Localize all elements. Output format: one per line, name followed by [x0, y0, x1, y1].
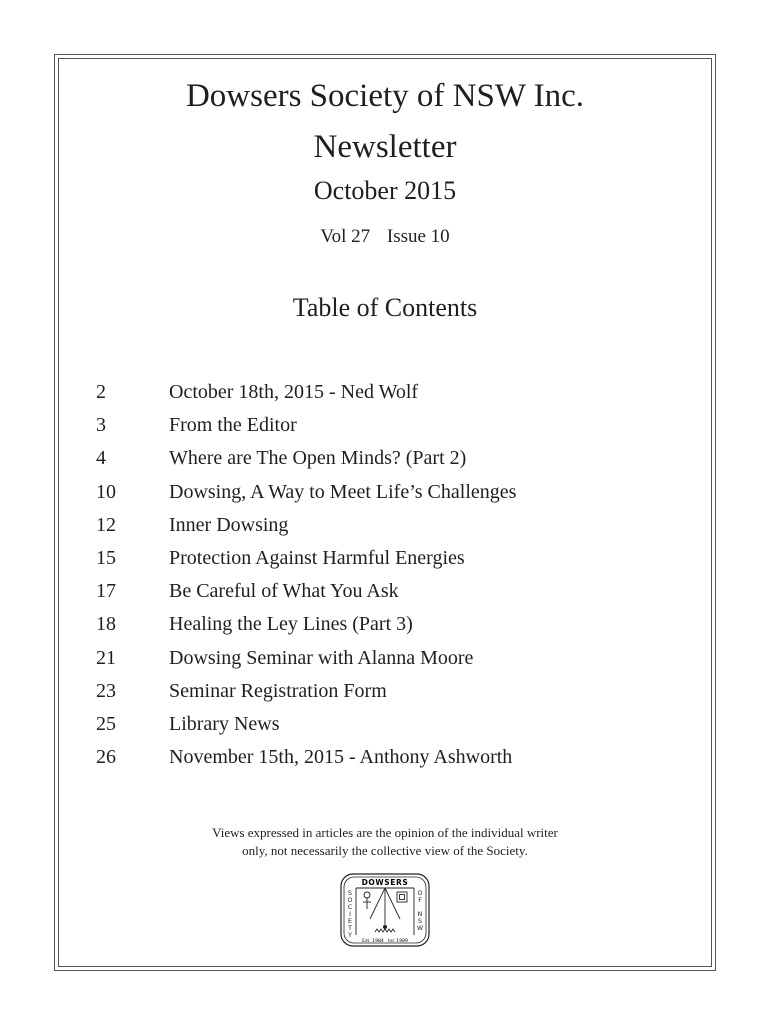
logo-left-letter: T: [348, 925, 352, 932]
newsletter-title: Dowsers Society of NSW Inc.: [185, 78, 585, 114]
toc-page-number: 12: [96, 513, 116, 536]
toc-entry-title: Library News: [169, 712, 280, 735]
toc-page-number: 17: [96, 580, 116, 603]
toc-page-number: 15: [96, 547, 116, 570]
toc-entry-title: November 15th, 2015 - Anthony Ashworth: [169, 746, 513, 769]
toc-entry-title: Protection Against Harmful Energies: [169, 547, 465, 570]
toc-entry-title: Healing the Ley Lines (Part 3): [169, 613, 413, 636]
toc-row: [96, 376, 656, 409]
toc-row: [96, 741, 656, 774]
logo-left-letter: O: [347, 897, 353, 904]
toc-entry-title: October 18th, 2015 - Ned Wolf: [169, 381, 419, 404]
toc-page-number: 25: [96, 712, 116, 735]
issue-date: October 2015: [313, 176, 457, 205]
toc-page-number: 23: [96, 679, 116, 702]
logo-right-letter: F: [418, 897, 422, 904]
disclaimer-line-2: only, not necessarily the collective view of the Society.: [242, 843, 528, 858]
newsletter-subtitle: Newsletter: [313, 129, 457, 165]
toc-page-number: 4: [96, 447, 106, 470]
volume-label: Vol 27: [320, 226, 371, 247]
toc-page-number: 10: [96, 480, 116, 503]
logo-left-letter: S: [348, 890, 352, 897]
toc-page-number: 18: [96, 613, 116, 636]
logo-est-text: Est. 1984: [362, 939, 384, 944]
volume-issue: [0, 224, 770, 250]
logo-left-letter: C: [347, 904, 353, 911]
logo-inc-text: Inc 1989: [388, 939, 408, 944]
toc-row: [96, 442, 656, 475]
toc-row: [96, 675, 656, 708]
toc-entry-title: Seminar Registration Form: [169, 679, 387, 702]
toc-row: [96, 575, 656, 608]
toc-row: [96, 509, 656, 542]
logo-right-letter: S: [418, 918, 422, 925]
logo-right-letter: W: [416, 925, 424, 932]
table-of-contents: [96, 376, 656, 774]
logo-left-letter: E: [348, 918, 352, 925]
pendulum-icon: [356, 888, 414, 935]
toc-entry-title: Where are The Open Minds? (Part 2): [169, 447, 467, 470]
logo-left-letter: I: [349, 911, 351, 918]
toc-heading: Table of Contents: [292, 293, 478, 322]
disclaimer-line-1: Views expressed in articles are the opinion of the individual writer: [212, 825, 558, 840]
toc-row: [96, 642, 656, 675]
toc-page-number: 21: [96, 646, 116, 669]
logo-right-letter: O: [417, 890, 423, 897]
society-logo-emblem: [340, 873, 430, 947]
issue-label: Issue 10: [386, 226, 450, 247]
toc-entry-title: Dowsing, A Way to Meet Life’s Challenges: [169, 480, 517, 503]
toc-page-number: 3: [96, 414, 106, 437]
toc-entry-title: Be Careful of What You Ask: [169, 580, 399, 603]
disclaimer: [0, 824, 770, 860]
logo-top-text: DOWSERS: [361, 878, 409, 887]
society-logo: [340, 873, 430, 947]
logo-left-letter: Y: [348, 932, 352, 939]
logo-right-letter: N: [417, 911, 423, 918]
toc-page-number: 26: [96, 746, 116, 769]
toc-entry-title: From the Editor: [169, 414, 297, 437]
toc-row: [96, 476, 656, 509]
toc-row: [96, 542, 656, 575]
toc-entry-title: Dowsing Seminar with Alanna Moore: [169, 646, 474, 669]
toc-page-number: 2: [96, 381, 106, 404]
toc-row: [96, 708, 656, 741]
toc-row: [96, 608, 656, 641]
toc-entry-title: Inner Dowsing: [169, 513, 289, 536]
toc-row: [96, 409, 656, 442]
